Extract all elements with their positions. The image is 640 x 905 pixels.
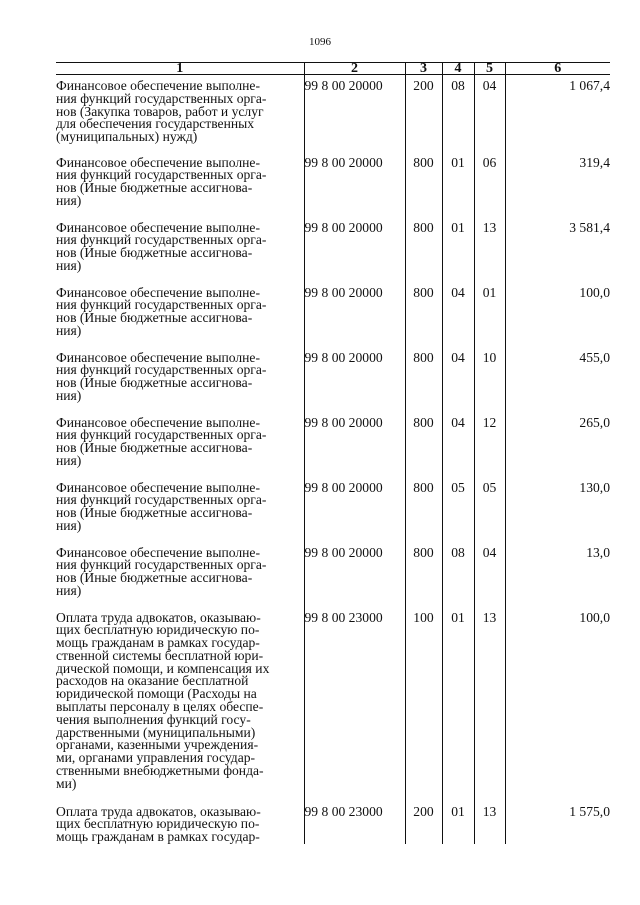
table-body [56,75,610,844]
row-description: Финансовое обеспечение выполне- ния функций государственных орга- нов (Закупка товаров, работ и услуг для обеспечения государственных (муниципальных) нужд) [56,78,267,145]
row-code: 99 8 00 20000 [304,75,405,152]
row-amount: 130,0 [505,477,610,542]
row-column-3: 800 [405,347,442,412]
row-amount: 13,0 [505,542,610,607]
row-column-3: 800 [405,542,442,607]
row-column-5: 13 [474,217,505,282]
row-column-3: 100 [405,607,442,801]
row-column-5: 13 [474,607,505,801]
row-column-4: 01 [442,607,474,801]
row-column-4: 01 [442,801,474,844]
budget-table [56,62,610,844]
row-column-4: 01 [442,152,474,217]
row-amount: 100,0 [505,282,610,347]
column-header-4: 4 [442,63,474,75]
row-column-4: 08 [442,75,474,152]
row-code: 99 8 00 20000 [304,542,405,607]
row-column-5: 13 [474,801,505,844]
row-amount: 265,0 [505,412,610,477]
table-row [56,347,610,412]
row-code: 99 8 00 23000 [304,607,405,801]
row-description: Финансовое обеспечение выполне- ния функций государственных орга- нов (Иные бюджетные ассигнова- ния) [56,284,267,338]
row-column-3: 800 [405,282,442,347]
row-description: Финансовое обеспечение выполне- ния функций государственных орга- нов (Иные бюджетные ассигнова- ния) [56,544,267,598]
row-description: Оплата труда адвокатов, оказываю- щих бесплатную юридическую по- мощь гражданам в рамках государ- ственной системы бесплатной юри- дической помощи, и компенсация их расходов на оказание бесплатной юридической помощи (Расходы на выплаты персоналу в целях обеспе- чения выполнения функций госу- дарственными (муниципальными) органами, казенными учреждения- ми, органами управления государ- ственными внебюджетными фонда- ми) [56,609,270,791]
page-number: 1096 [309,36,331,48]
row-column-4: 04 [442,282,474,347]
row-column-3: 200 [405,75,442,152]
row-column-3: 800 [405,152,442,217]
row-code: 99 8 00 20000 [304,347,405,412]
table-row [56,152,610,217]
row-column-3: 800 [405,217,442,282]
row-description: Финансовое обеспечение выполне- ния функций государственных орга- нов (Иные бюджетные ассигнова- ния) [56,154,267,208]
row-column-5: 12 [474,412,505,477]
row-code: 99 8 00 20000 [304,152,405,217]
table-row [56,607,610,801]
column-header-2: 2 [304,63,405,75]
row-code: 99 8 00 23000 [304,801,405,844]
row-column-3: 800 [405,477,442,542]
row-column-5: 04 [474,542,505,607]
table-row [56,801,610,844]
row-column-4: 04 [442,412,474,477]
column-header-3: 3 [405,63,442,75]
row-column-5: 10 [474,347,505,412]
table-row [56,217,610,282]
row-column-3: 800 [405,412,442,477]
row-description: Финансовое обеспечение выполне- ния функций государственных орга- нов (Иные бюджетные ассигнова- ния) [56,219,267,273]
row-code: 99 8 00 20000 [304,217,405,282]
row-code: 99 8 00 20000 [304,282,405,347]
row-description: Финансовое обеспечение выполне- ния функций государственных орга- нов (Иные бюджетные ассигнова- ния) [56,414,267,468]
row-column-5: 05 [474,477,505,542]
table-row [56,412,610,477]
row-column-5: 04 [474,75,505,152]
row-code: 99 8 00 20000 [304,477,405,542]
row-amount: 3 581,4 [505,217,610,282]
column-header-6: 6 [505,63,610,75]
row-description: Оплата труда адвокатов, оказываю- щих бесплатную юридическую по- мощь гражданам в рамках государ- [56,803,261,845]
row-amount: 100,0 [505,607,610,801]
row-column-4: 04 [442,347,474,412]
row-amount: 319,4 [505,152,610,217]
row-column-4: 05 [442,477,474,542]
row-description: Финансовое обеспечение выполне- ния функций государственных орга- нов (Иные бюджетные ассигнова- ния) [56,479,267,533]
column-header-1: 1 [56,63,304,75]
row-column-5: 06 [474,152,505,217]
row-code: 99 8 00 20000 [304,412,405,477]
table-header-row [56,63,610,75]
table-row [56,477,610,542]
table-row [56,542,610,607]
row-column-5: 01 [474,282,505,347]
row-amount: 455,0 [505,347,610,412]
row-column-4: 01 [442,217,474,282]
row-column-3: 200 [405,801,442,844]
row-amount: 1 067,4 [505,75,610,152]
table-row [56,282,610,347]
row-amount: 1 575,0 [505,801,610,844]
table-row [56,75,610,152]
row-column-4: 08 [442,542,474,607]
column-header-5: 5 [474,63,505,75]
row-description: Финансовое обеспечение выполне- ния функций государственных орга- нов (Иные бюджетные ассигнова- ния) [56,349,267,403]
